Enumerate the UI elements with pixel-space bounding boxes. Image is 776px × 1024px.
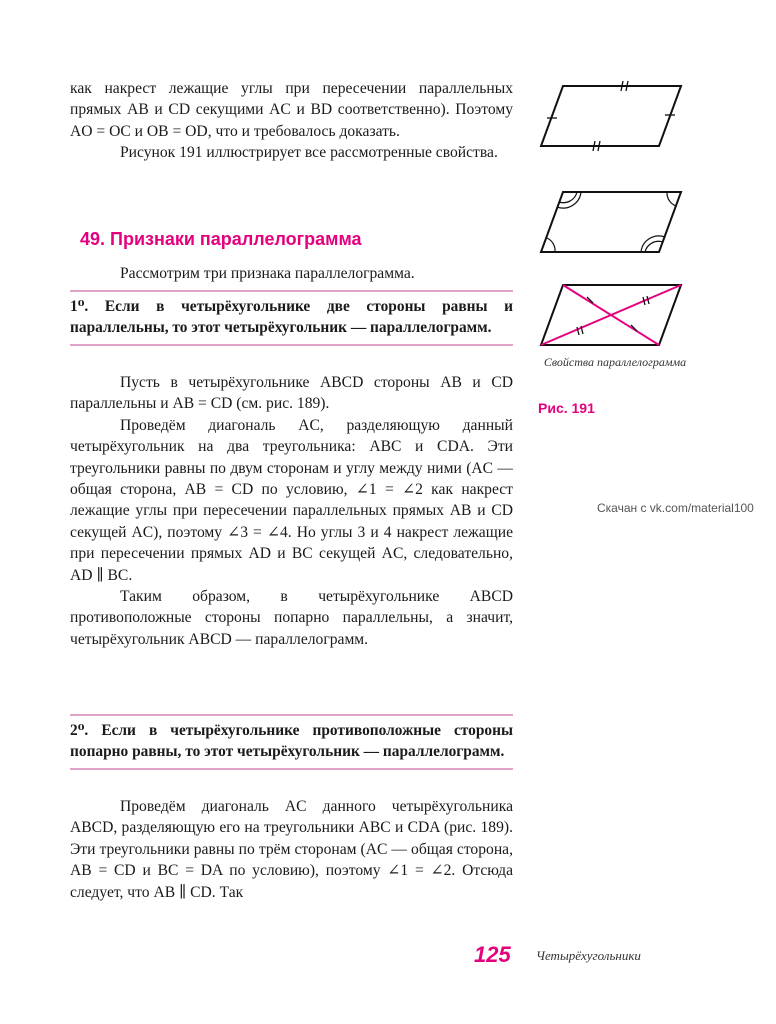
proof-2 <box>70 796 513 903</box>
proof-1 <box>70 372 513 650</box>
intro-paragraph: как накрест лежащие углы при пересечении параллельных прямых AB и CD секущими AC и BD соответственно). Поэтому AO = OC и OB = OD, что и требовалось доказать. <box>70 80 513 140</box>
proof-1-paragraph-3: Таким образом, в четырёхугольнике ABCD противоположные стороны попарно параллельны, а значит, четырёхугольник ABCD — параллелограмм. <box>70 588 513 648</box>
figure-caption: Свойства параллелограмма <box>543 355 687 369</box>
theorem-2-text: Если в четырёхугольнике противоположные стороны попарно равны, то этот четырёхугольник — параллелограмм. <box>70 722 513 760</box>
theorem-1-number: 1⁰. <box>70 298 89 315</box>
proof-2-paragraph-1: Проведём диагональ AC данного четырёхугольника ABCD, разделяющую его на треугольники ABC и CDA (рис. 189). Эти треугольники равны по трём сторонам (AC — общая сторона, AB = CD и BC = DA по условию), поэтому ∠1 = ∠2. Отсюда следует, что AB ∥ CD. Так <box>70 798 513 901</box>
theorem-1 <box>70 290 513 346</box>
figure-label: Рис. 191 <box>538 400 595 416</box>
page-number: 125 <box>474 942 511 967</box>
section-lead: Рассмотрим три признака параллелограмма. <box>120 265 415 282</box>
parallelogram-sides-figure <box>535 80 685 152</box>
intro-paragraph-2: Рисунок 191 иллюстрирует все рассмотренные свойства. <box>120 144 498 162</box>
proof-1-paragraph-2: Проведём диагональ AC, разделяющую данный четырёхугольник на два треугольника: ABC и CDA. Эти треугольники равны по двум сторонам и углу между ними (AC — общая сторона, AB = CD по условию, ∠1 = ∠2 как накрест лежащие углы при пересечении параллельных прямых AB и CD секущей AC), поэтому ∠3 = ∠4. Но углы 3 и 4 накрест лежащие при пересечении прямых AD и BC секущей AC, следовательно, AD ∥ BC. <box>70 416 513 584</box>
intro-block <box>70 78 513 164</box>
parallelogram-angles-figure <box>535 186 685 258</box>
watermark: Скачан с vk.com/material100 <box>597 501 754 515</box>
proof-1-paragraph-1: Пусть в четырёхугольнике ABCD стороны AB и CD параллельны и AB = CD (см. рис. 189). <box>70 374 513 413</box>
theorem-1-text: Если в четырёхугольнике две стороны равны и параллельны, то этот четырёхугольник — параллелограмм. <box>70 298 513 336</box>
theorem-2-number: 2⁰. <box>70 722 89 739</box>
chapter-name: Четырёхугольники <box>536 948 641 963</box>
section-title: 49. Признаки параллелограмма <box>80 229 362 249</box>
section-lead-block <box>70 263 513 284</box>
theorem-2 <box>70 714 513 770</box>
parallelogram-diagonals-figure <box>535 281 685 353</box>
